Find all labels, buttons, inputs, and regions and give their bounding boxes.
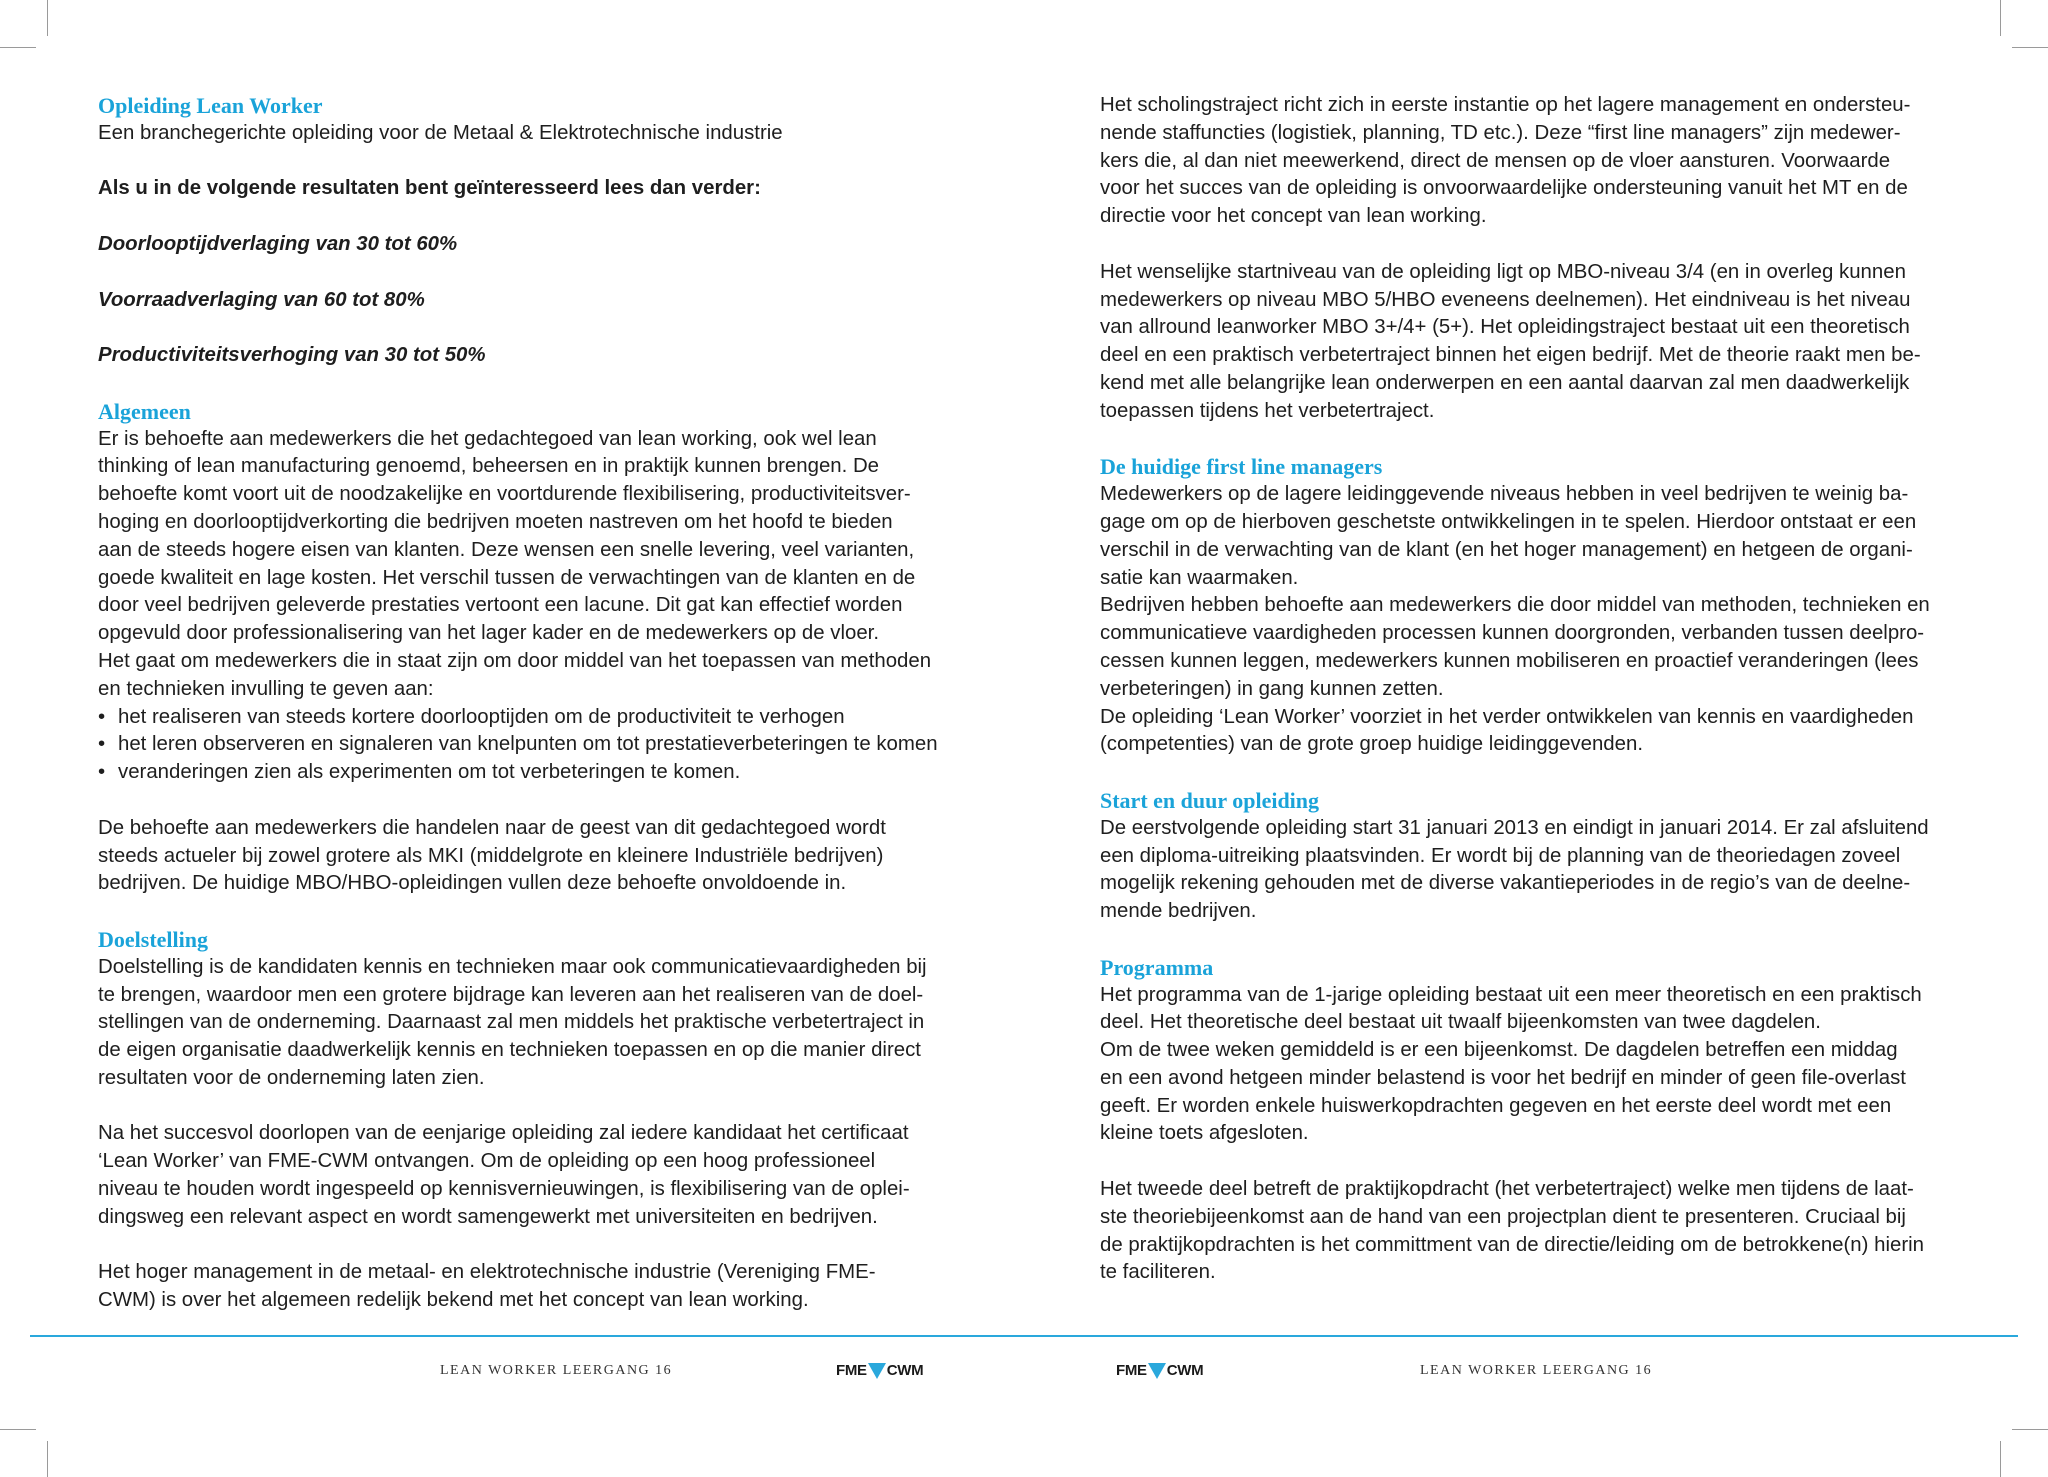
text-line: Om de twee weken gemiddeld is er een bijeenkomst. De dagdelen betreffen een middag xyxy=(1100,1039,1898,1062)
text-line: goede kwaliteit en lage kosten. Het verschil tussen de verwachtingen van de klanten en de xyxy=(98,566,916,589)
section-heading: Start en duur opleiding xyxy=(1100,787,1320,813)
text-line: door veel bedrijven geleverde prestaties vertoont een lacune. Dit gat kan effectief worden xyxy=(98,594,903,617)
logo-triangle-icon xyxy=(868,1363,886,1379)
text-line: geeft. Er worden enkele huiswerkopdrachten gegeven en het eerste deel wordt met een xyxy=(1100,1094,1892,1117)
paragraph xyxy=(98,1259,958,1315)
text-line: kend met alle belangrijke lean onderwerpen en een aantal daarvan zal men daadwerkelijk xyxy=(1100,371,1910,394)
text-line: Er is behoefte aan medewerkers die het gedachtegoed van lean working, ook wel lean xyxy=(98,427,877,450)
text-line: medewerkers op niveau MBO 5/HBO eveneens deelnemen). Het eindniveau is het niveau xyxy=(1100,288,1911,311)
text-line: De opleiding ‘Lean Worker’ voorziet in het verder ontwikkelen van kennis en vaardigheden xyxy=(1100,705,1914,728)
text-line: ste theoriebijeenkomst aan de hand van een projectplan dient te presenteren. Cruciaal bij xyxy=(1100,1205,1906,1228)
footer-rule-right xyxy=(1024,1335,2018,1337)
crop-mark xyxy=(2000,0,2001,36)
crop-mark xyxy=(0,1429,36,1430)
section-programma xyxy=(1100,954,1960,1149)
section-start xyxy=(1100,787,1960,926)
fme-cwm-logo-right: FME CWM xyxy=(1116,1362,1204,1379)
crop-mark xyxy=(0,47,36,48)
text-line: steeds actueler bij zowel grotere als MKI (middelgrote en kleinere Industriële bedrijven) xyxy=(98,844,884,867)
text-line: satie kan waarmaken. xyxy=(1100,566,1299,589)
section-huidige xyxy=(1100,453,1960,759)
text-line: Het tweede deel betreft de praktijkopdracht (het verbetertraject) welke men tijdens de laat- xyxy=(1100,1178,1914,1201)
footer-label-right: LEAN WORKER LEERGANG 16 xyxy=(1420,1363,1653,1378)
list-item: • het leren observeren en signaleren van knelpunten om tot prestatieverbeteringen te komen xyxy=(98,733,938,756)
text-line: Het programma van de 1-jarige opleiding bestaat uit een meer theoretisch en een praktisch xyxy=(1100,983,1922,1006)
text-line: niveau te houden wordt ingespeeld op kennisvernieuwingen, is flexibilisering van de oplei- xyxy=(98,1178,910,1201)
crop-mark xyxy=(2012,47,2048,48)
paragraph xyxy=(98,1120,958,1231)
list-item: • veranderingen zien als experimenten om tot verbeteringen te komen. xyxy=(98,761,741,784)
section-heading: Doelstelling xyxy=(98,926,208,952)
text-line: Doelstelling is de kandidaten kennis en technieken maar ook communicatievaardigheden bij xyxy=(98,955,927,978)
text-line: verbeteringen) in gang kunnen zetten. xyxy=(1100,677,1444,700)
text-line: kleine toets afgesloten. xyxy=(1100,1122,1309,1145)
left-page-column xyxy=(98,92,958,1315)
text-line: voor het succes van de opleiding is onvoorwaardelijke ondersteuning vanuit het MT en de xyxy=(1100,177,1908,200)
text-line: Het wenselijke startniveau van de opleiding ligt op MBO-niveau 3/4 (en in overleg kunnen xyxy=(1100,260,1906,283)
fme-cwm-logo-left: FME CWM xyxy=(836,1362,924,1379)
list-item: • het realiseren van steeds kortere doorlooptijden om de productiviteit te verhogen xyxy=(98,705,845,728)
text-line: thinking of lean manufacturing genoemd, beheersen en in praktijk kunnen brengen. De xyxy=(98,455,880,478)
text-line: te faciliteren. xyxy=(1100,1261,1216,1284)
crop-mark xyxy=(2000,1441,2001,1477)
logo-triangle-icon xyxy=(1148,1363,1166,1379)
text-line: en een avond hetgeen minder belastend is voor het bedrijf en minder of geen file-overlast xyxy=(1100,1066,1906,1089)
intro-bold: Als u in de volgende resultaten bent geïnteresseerd lees dan verder: xyxy=(98,177,761,200)
text-line: de praktijkopdrachten is het committment van de directie/leiding om de betrokkene(n) hierin xyxy=(1100,1233,1924,1256)
text-line: aan de steeds hogere eisen van klanten. Deze wensen een snelle levering, veel varianten, xyxy=(98,538,915,561)
text-line: dingsweg een relevant aspect en wordt samengewerkt met universiteiten en bedrijven. xyxy=(98,1205,878,1228)
text-line: nende staffuncties (logistiek, planning, TD etc.). Deze “first line managers” zijn medewer- xyxy=(1100,121,1901,144)
page-title: Opleiding Lean Worker xyxy=(98,93,323,118)
paragraph xyxy=(1100,92,1960,231)
text-line: cessen kunnen leggen, medewerkers kunnen mobiliseren en proactief veranderingen (lees xyxy=(1100,649,1919,672)
text-line: de eigen organisatie daadwerkelijk kennis en technieken toepassen en op die manier direct xyxy=(98,1039,921,1062)
title-block xyxy=(98,92,958,148)
text-line: Het hoger management in de metaal- en elektrotechnische industrie (Vereniging FME- xyxy=(98,1261,876,1284)
text-line: Medewerkers op de lagere leidinggevende niveaus hebben in veel bedrijven te weinig ba- xyxy=(1100,483,1909,506)
paragraph xyxy=(1100,1176,1960,1287)
text-line: een diploma-uitreiking plaatsvinden. Er wordt bij de planning van de theoriedagen zoveel xyxy=(1100,844,1901,867)
result-item: Doorlooptijdverlaging van 30 tot 60% xyxy=(98,232,458,255)
text-line: hoging en doorlooptijdverkorting die bedrijven moeten nastreven om het hoofd te bieden xyxy=(98,510,893,533)
text-line: Het gaat om medewerkers die in staat zijn om door middel van het toepassen van methoden xyxy=(98,649,932,672)
text-line: (competenties) van de grote groep huidige leidinggevenden. xyxy=(1100,733,1643,756)
text-line: gage om op de hierboven geschetste ontwikkelingen in te spelen. Hierdoor ontstaat er een xyxy=(1100,510,1917,533)
text-line: stellingen van de onderneming. Daarnaast zal men middels het praktische verbetertraject in xyxy=(98,1011,925,1034)
footer-label-left: LEAN WORKER LEERGANG 16 xyxy=(440,1363,673,1378)
section-heading: Algemeen xyxy=(98,398,191,424)
section-algemeen xyxy=(98,398,958,787)
text-line: kers die, al dan niet meewerkend, direct de mensen op de vloer aansturen. Voorwaarde xyxy=(1100,149,1891,172)
bullet-list xyxy=(98,704,958,787)
text-line: behoefte komt voort uit de noodzakelijke en voortdurende flexibilisering, productiviteitsver- xyxy=(98,483,911,506)
text-line: mende bedrijven. xyxy=(1100,900,1257,923)
text-line: communicatieve vaardigheden processen kunnen doorgronden, verbanden tussen deelpro- xyxy=(1100,622,1925,645)
text-line: te brengen, waardoor men een grotere bijdrage kan leveren aan het realiseren van de doel- xyxy=(98,983,924,1006)
text-line: bedrijven. De huidige MBO/HBO-opleidingen vullen deze behoefte onvoldoende in. xyxy=(98,872,847,895)
text-line: ‘Lean Worker’ van FME-CWM ontvangen. Om de opleiding op een hoog professioneel xyxy=(98,1150,876,1173)
section-doelstelling xyxy=(98,926,958,1093)
paragraph xyxy=(98,815,958,898)
page-subtitle: Een branchegerichte opleiding voor de Metaal & Elektrotechnische industrie xyxy=(98,121,783,144)
paragraph xyxy=(1100,259,1960,426)
section-heading: De huidige first line managers xyxy=(1100,454,1383,480)
text-line: verschil in de verwachting van de klant (en het hoger management) en hetgeen de organi- xyxy=(1100,538,1913,561)
crop-mark xyxy=(47,1441,48,1477)
text-line: De eerstvolgende opleiding start 31 januari 2013 en eindigt in januari 2014. Er zal afsluitend xyxy=(1100,816,1929,839)
text-line: deel en een praktisch verbetertraject binnen het eigen bedrijf. Met de theorie raakt men be- xyxy=(1100,344,1921,367)
crop-mark xyxy=(47,0,48,36)
text-line: mogelijk rekening gehouden met de diverse vakantieperiodes in de regio’s van de deelne- xyxy=(1100,872,1911,895)
crop-mark xyxy=(2012,1429,2048,1430)
text-line: De behoefte aan medewerkers die handelen naar de geest van dit gedachtegoed wordt xyxy=(98,816,886,839)
text-line: van allround leanworker MBO 3+/4+ (5+). Het opleidingstraject bestaat uit een theoretisch xyxy=(1100,316,1910,339)
text-line: toepassen tijdens het verbetertraject. xyxy=(1100,399,1435,422)
text-line: Na het succesvol doorlopen van de eenjarige opleiding zal iedere kandidaat het certificaat xyxy=(98,1122,909,1145)
text-line: opgevuld door professionalisering van het lager kader en de medewerkers op de vloer. xyxy=(98,622,879,645)
right-page-column xyxy=(1100,92,1960,1287)
text-line: Het scholingstraject richt zich in eerste instantie op het lagere management en ondersteu- xyxy=(1100,94,1911,116)
text-line: resultaten voor de onderneming laten zien. xyxy=(98,1066,485,1089)
footer-rule-left xyxy=(30,1335,1024,1337)
section-heading: Programma xyxy=(1100,954,1214,980)
text-line: deel. Het theoretische deel bestaat uit twaalf bijeenkomsten van twee dagdelen. xyxy=(1100,1011,1821,1034)
text-line: directie voor het concept van lean working. xyxy=(1100,205,1487,228)
text-line: en technieken invulling te geven aan: xyxy=(98,677,434,700)
result-item: Productiviteitsverhoging van 30 tot 50% xyxy=(98,344,486,367)
text-line: CWM) is over het algemeen redelijk bekend met het concept van lean working. xyxy=(98,1289,809,1312)
text-line: Bedrijven hebben behoefte aan medewerkers die door middel van methoden, technieken en xyxy=(1100,594,1930,617)
result-item: Voorraadverlaging van 60 tot 80% xyxy=(98,288,425,311)
